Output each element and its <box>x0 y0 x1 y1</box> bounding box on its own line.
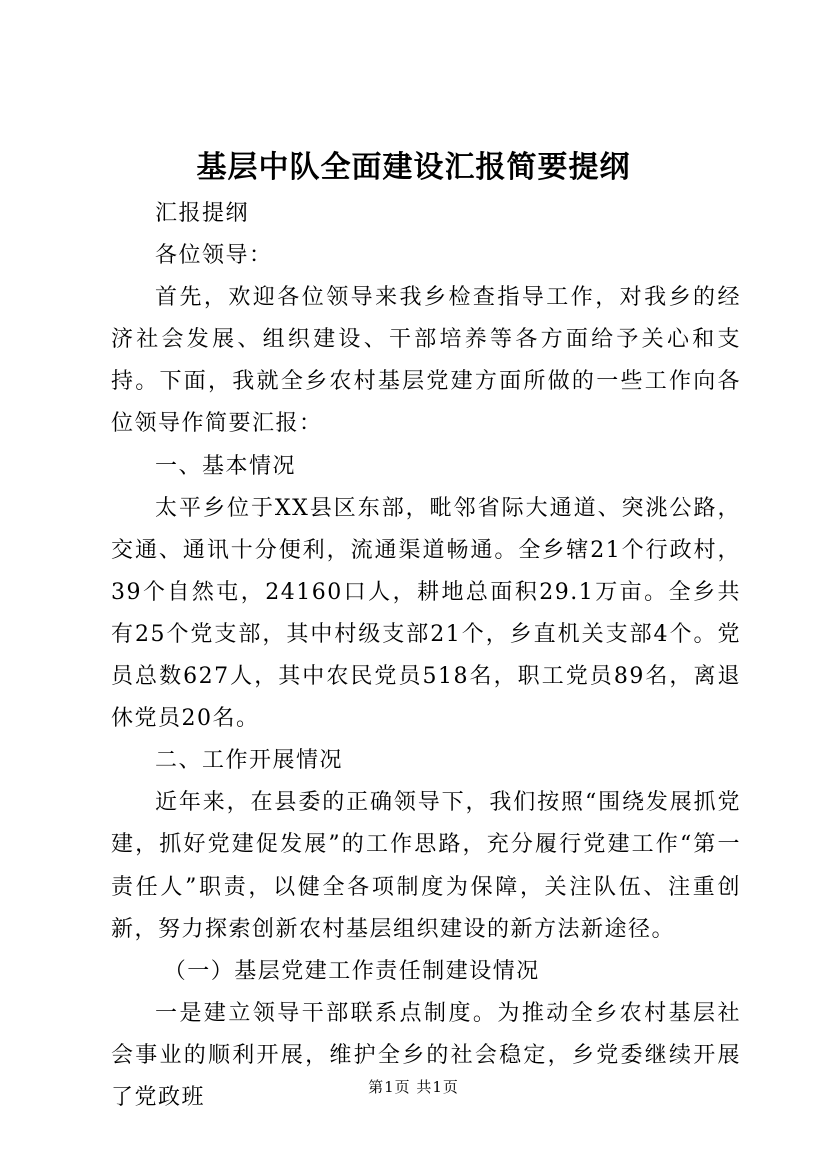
paragraph-intro: 首先，欢迎各位领导来我乡检查指导工作，对我乡的经济社会发展、组织建设、干部培养等各方面给予关心和支持。下面，我就全乡农村基层党建方面所做的一些工作向各位领导作简要汇报： <box>111 285 741 437</box>
paragraph-basic-info: 太平乡位于XX县区东部，毗邻省际大通道、突洮公路，交通、通讯十分便利，流通渠道畅通。全乡辖21个行政村，39个自然屯，24160口人，耕地总面积29.1万亩。全乡共有25个党支部，其中村级支部21个，乡直机关支部4个。党员总数627人，其中农民党员518名，职工党员89名，离退休党员20名。 <box>111 495 741 732</box>
subsection-heading: （一）基层党建工作责任制建设情况 <box>163 958 540 984</box>
paragraph-liaison-system: 一是建立领导干部联系点制度。为推动全乡农村基层社会事业的顺利开展，维护全乡的社会稳定，乡党委继续开展了党政班 <box>111 1000 741 1110</box>
paragraph-salutation: 各位领导： <box>155 243 273 269</box>
paragraph-outline-label: 汇报提纲 <box>155 201 250 226</box>
document-title: 基层中队全面建设汇报简要提纲 <box>196 150 631 185</box>
paragraph-work-overview: 近年来，在县委的正确领导下，我们按照“围绕发展抓党建，抓好党建促发展”的工作思路，充分履行党建工作“第一责任人”职责，以健全各项制度为保障，关注队伍、注重创新，努力探索创新农村基层组织建设的新方法新途径。 <box>111 790 741 942</box>
page-footer: 第1页 共1页 <box>368 1078 459 1096</box>
document-body <box>111 193 741 1119</box>
section-heading-basic: 一、基本情况 <box>155 453 297 479</box>
section-heading-work: 二、工作开展情况 <box>155 748 344 774</box>
